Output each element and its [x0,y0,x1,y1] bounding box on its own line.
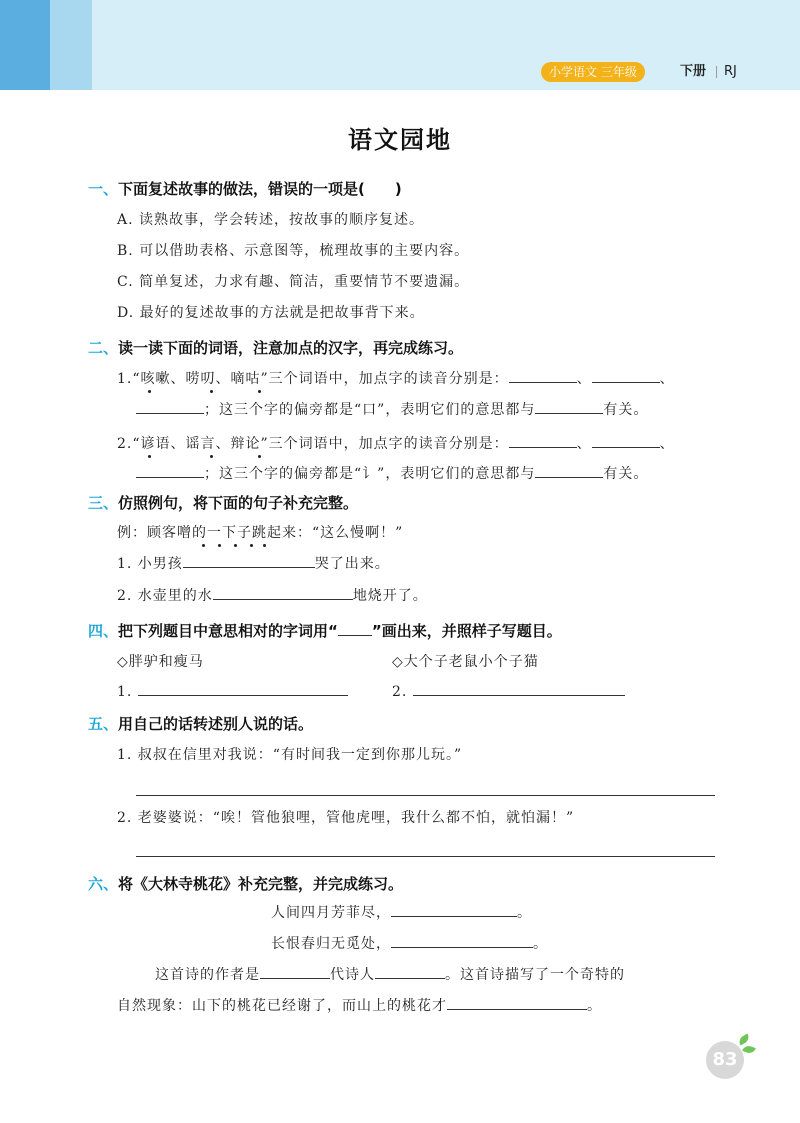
answer-blank[interactable] [592,368,660,383]
section-5-title: 用自己的话转述别人说的话。 [118,715,314,733]
section-4-title-end: ”画出来，并照样子写题目。 [371,622,562,640]
poem-line-1 [271,902,532,922]
punct: 。 [533,936,548,952]
emphasis-dot [210,390,213,393]
poem-line-1-text: 人间四月芳菲尽， [271,905,391,921]
s6-para-line-1 [155,964,625,984]
option-c: C. 简单复述，力求有趣、简洁，重要情节不要遗漏。 [117,274,470,290]
poem-line-2 [271,933,548,953]
answer-blank[interactable] [136,399,204,414]
section-3-heading [88,492,358,513]
page-number: 83 [706,1041,744,1079]
section-1-number: 一、 [88,180,119,198]
answer-blank[interactable] [391,902,517,917]
emphasis-dot [210,455,213,458]
option-a: A. 读熟故事，学会转述，按故事的顺序复述。 [117,212,425,228]
leaf-icon [737,1033,751,1045]
section-2-number: 二、 [88,339,119,357]
s3-example: 例：顾客噌的一下子跳起来：“这么慢啊！” [117,525,404,541]
section-3-title: 仿照例句，将下面的句子补充完整。 [118,494,359,512]
answer-blank[interactable] [213,585,353,600]
answer-blank[interactable] [535,399,603,414]
answer-blank[interactable] [509,368,577,383]
section-3-number: 三、 [88,494,119,512]
grade-badge: 小学语文 三年级 [541,62,645,82]
s2-q2-line2 [136,463,648,483]
s2-q1-continuation: ；这三个字的偏旁都是“口”，表明它们的意思都与 [204,402,536,418]
s2-q1-prompt: 1.“咳嗽、唠叨、嘀咕”三个词语中，加点字的读音分别是： [117,371,509,387]
page-title: 语文园地 [348,126,452,154]
poem-line-2-text: 长恨春归无觅处， [271,936,391,952]
section-6-title: 将《大林寺桃花》补充完整，并完成练习。 [118,875,404,893]
s2-q2-line1 [117,433,675,453]
volume-label: 下册 [680,64,707,79]
answer-blank[interactable] [136,463,204,478]
header-divider [716,66,717,78]
s2-q1-line2 [136,399,648,419]
answer-blank[interactable] [413,681,625,696]
s3-q1 [117,553,390,573]
section-5-number: 五、 [88,715,119,733]
section-1-heading [88,178,402,199]
s6-para-text-b: 代诗人 [330,967,375,983]
s4-answer-2 [392,681,625,700]
section-4-number: 四、 [88,622,119,640]
separator: 、 [659,371,675,387]
section-1-title: 下面复述故事的做法，错误的一项是( ) [118,180,402,198]
emphasis-dot [250,544,253,547]
s3-q1-end: 哭了出来。 [314,556,390,572]
answer-blank[interactable] [509,433,577,448]
answer-blank[interactable] [375,964,445,979]
answer-blank[interactable] [183,553,315,568]
s3-q1-prompt: 1. 小男孩 [117,556,183,572]
header-stripe-light [50,0,92,90]
emphasis-dot [148,390,151,393]
s2-q2-continuation: ；这三个字的偏旁都是“讠”，表明它们的意思都与 [204,466,536,482]
s6-para-line-2 [117,995,602,1015]
s5-q2: 2. 老婆婆说：“唉！管他狼哩，管他虎哩，我什么都不怕，就怕漏！” [117,810,575,826]
section-2-title: 读一读下面的词语，注意加点的汉字，再完成练习。 [118,339,464,357]
s4-label-1: 1. [117,684,133,700]
s4-answer-1 [117,681,348,700]
separator: 、 [576,371,592,387]
emphasis-dot [148,455,151,458]
emphasis-dot [202,544,205,547]
s3-q2-end: 地烧开了。 [352,588,428,604]
emphasis-dot [258,455,261,458]
s6-para-text-a: 这首诗的作者是 [155,967,260,983]
option-b: B. 可以借助表格、示意图等，梳理故事的主要内容。 [117,243,470,259]
separator: 、 [659,436,675,452]
answer-blank[interactable] [592,433,660,448]
header-stripe-dark [0,0,50,90]
s2-q2-prompt: 2.“谚语、谣言、辩论”三个词语中，加点字的读音分别是： [117,436,509,452]
punct: 。 [587,998,602,1014]
answer-line[interactable] [136,795,715,796]
s5-q1: 1. 叔叔在信里对我说：“有时间我一定到你那儿玩。” [117,747,463,763]
answer-blank[interactable] [447,995,587,1010]
s3-q2 [117,585,428,605]
section-6-heading [88,873,403,894]
emphasis-dot [263,544,266,547]
s6-para-text-c: 。这首诗描写了一个奇特的 [445,967,625,983]
s2-q1-line1 [117,368,675,388]
leaf-icon [742,1044,756,1055]
answer-blank[interactable] [391,933,533,948]
s4-item-2: ◇大个子老鼠小个子猫 [392,654,539,670]
s2-q1-end: 有关。 [603,402,649,418]
emphasis-dot [258,390,261,393]
s6-para-text-d: 自然现象：山下的桃花已经谢了，而山上的桃花才 [117,998,447,1014]
section-4-title: 把下列题目中意思相对的字词用“ [118,622,338,640]
edition-label: RJ [724,64,737,79]
s2-q2-end: 有关。 [603,466,649,482]
emphasis-dot [218,544,221,547]
emphasis-dot [234,544,237,547]
s3-q2-prompt: 2. 水壶里的水 [117,588,213,604]
s4-label-2: 2. [392,684,408,700]
answer-line[interactable] [136,856,715,857]
section-6-number: 六、 [88,875,119,893]
s4-item-1: ◇胖驴和瘦马 [117,654,204,670]
option-d: D. 最好的复述故事的方法就是把故事背下来。 [117,305,425,321]
section-4-heading [88,620,562,641]
underline-sample [338,623,372,636]
section-2-heading [88,337,463,358]
punct: 。 [517,905,532,921]
section-5-heading [88,713,313,734]
answer-blank[interactable] [260,964,330,979]
answer-blank[interactable] [138,681,348,696]
separator: 、 [576,436,592,452]
answer-blank[interactable] [535,463,603,478]
